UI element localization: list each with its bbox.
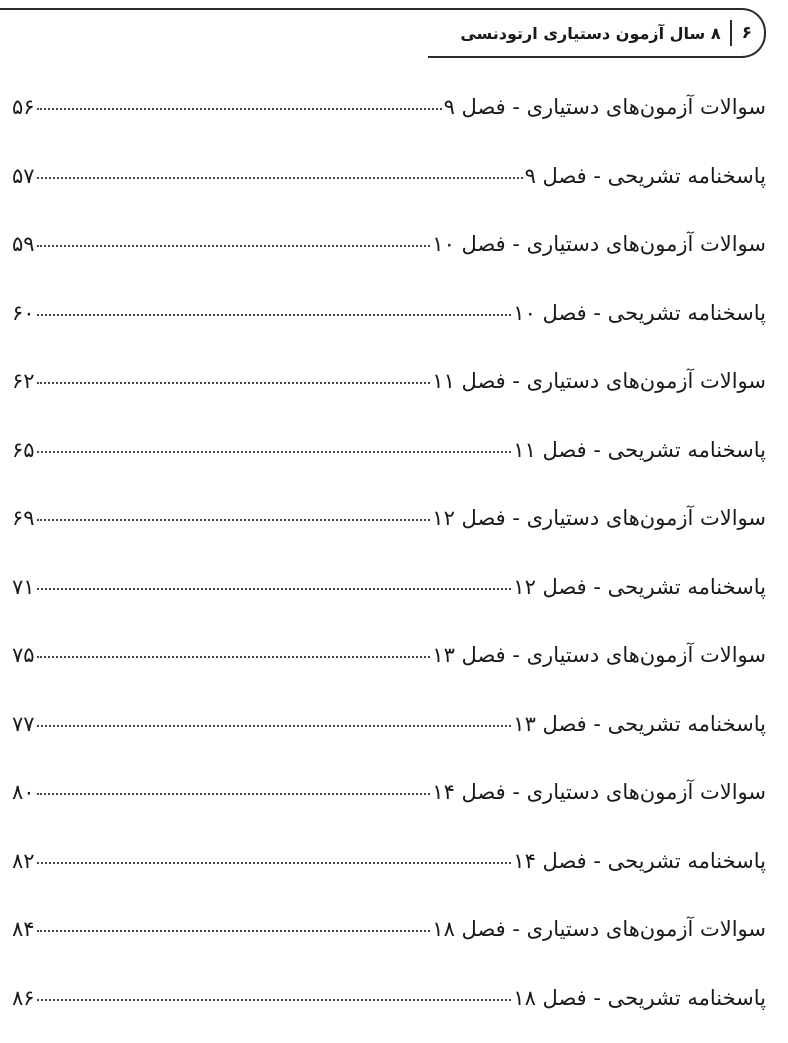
header-content — [460, 8, 766, 58]
toc-entry-page: ۵۷ — [12, 153, 35, 199]
toc-entry-title: پاسخنامه تشریحی - فصل ۱۱ — [513, 427, 766, 473]
toc-entry-page: ۸۲ — [12, 838, 35, 884]
toc-entry-page: ۶۲ — [12, 358, 35, 404]
toc-entry — [12, 358, 766, 427]
dot-leader — [37, 588, 512, 590]
toc-entry — [12, 153, 766, 222]
toc-entry-title: سوالات آزمون‌های دستیاری - فصل ۱۴ — [432, 769, 766, 815]
toc-entry-title: سوالات آزمون‌های دستیاری - فصل ۱۸ — [432, 906, 766, 952]
toc-entry — [12, 769, 766, 838]
toc-entry-page: ۸۰ — [12, 769, 35, 815]
dot-leader — [37, 519, 431, 521]
page-number: ۶ — [730, 20, 752, 46]
toc-entry-title: پاسخنامه تشریحی - فصل ۹ — [525, 153, 766, 199]
toc-entry-page: ۷۷ — [12, 701, 35, 747]
toc-entry-page: ۶۹ — [12, 495, 35, 541]
toc-entry — [12, 906, 766, 975]
toc-entry-page: ۵۹ — [12, 221, 35, 267]
toc-entry — [12, 427, 766, 496]
dot-leader — [37, 177, 523, 179]
toc-entry-title: سوالات آزمون‌های دستیاری - فصل ۱۳ — [432, 632, 766, 678]
dot-leader — [37, 930, 431, 932]
dot-leader — [37, 108, 442, 110]
toc-entry — [12, 221, 766, 290]
dot-leader — [37, 382, 431, 384]
dot-leader — [37, 245, 431, 247]
table-of-contents — [12, 84, 766, 1043]
toc-entry-title: سوالات آزمون‌های دستیاری - فصل ۱۲ — [432, 495, 766, 541]
dot-leader — [37, 656, 431, 658]
toc-entry-title: پاسخنامه تشریحی - فصل ۱۸ — [513, 975, 766, 1021]
toc-entry-title: سوالات آزمون‌های دستیاری - فصل ۱۱ — [432, 358, 766, 404]
running-header — [428, 8, 766, 58]
toc-entry-page: ۷۵ — [12, 632, 35, 678]
toc-entry — [12, 975, 766, 1043]
toc-entry — [12, 290, 766, 359]
header-rule — [0, 8, 450, 10]
toc-entry-page: ۵۶ — [12, 84, 35, 130]
toc-entry-title: پاسخنامه تشریحی - فصل ۱۳ — [513, 701, 766, 747]
toc-entry-title: پاسخنامه تشریحی - فصل ۱۲ — [513, 564, 766, 610]
toc-entry-title: سوالات آزمون‌های دستیاری - فصل ۹ — [444, 84, 766, 130]
toc-entry — [12, 495, 766, 564]
dot-leader — [37, 725, 512, 727]
toc-entry-page: ۷۱ — [12, 564, 35, 610]
book-title: ۸ سال آزمون دستیاری ارتودنسی — [460, 24, 729, 43]
toc-entry-page: ۸۴ — [12, 906, 35, 952]
toc-entry — [12, 84, 766, 153]
dot-leader — [37, 999, 512, 1001]
toc-entry — [12, 701, 766, 770]
dot-leader — [37, 793, 431, 795]
toc-entry-page: ۶۰ — [12, 290, 35, 336]
toc-entry-page: ۶۵ — [12, 427, 35, 473]
toc-entry — [12, 838, 766, 907]
toc-entry — [12, 564, 766, 633]
dot-leader — [37, 314, 512, 316]
toc-entry-title: سوالات آزمون‌های دستیاری - فصل ۱۰ — [432, 221, 766, 267]
toc-entry-title: پاسخنامه تشریحی - فصل ۱۴ — [513, 838, 766, 884]
toc-entry-title: پاسخنامه تشریحی - فصل ۱۰ — [513, 290, 766, 336]
dot-leader — [37, 451, 512, 453]
dot-leader — [37, 862, 512, 864]
toc-entry — [12, 632, 766, 701]
toc-entry-page: ۸۶ — [12, 975, 35, 1021]
